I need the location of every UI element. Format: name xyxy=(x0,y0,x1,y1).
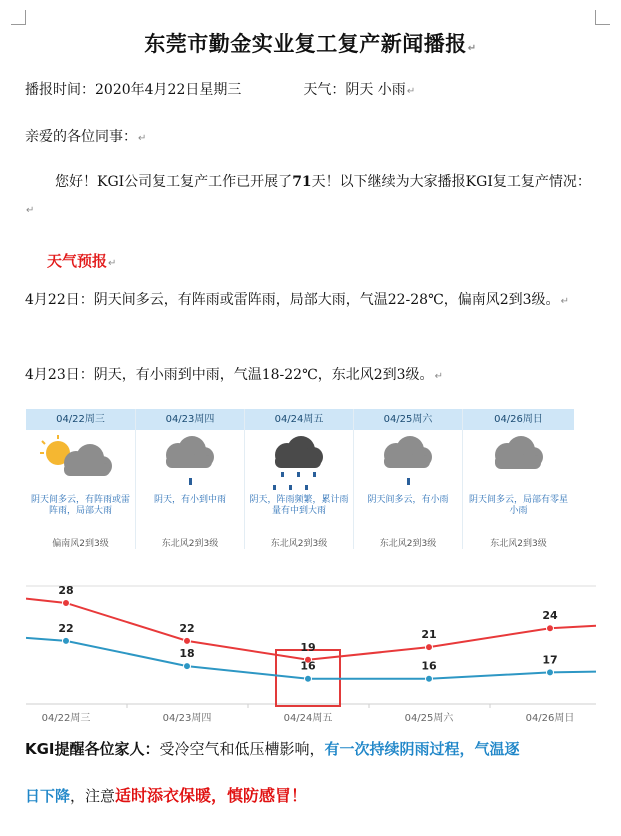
temperature-chart xyxy=(26,584,596,726)
broadcast-time-label: 播报时间： xyxy=(25,82,95,98)
data-point xyxy=(426,644,433,651)
data-point xyxy=(547,669,554,676)
x-tick-label: 04/23周四 xyxy=(162,713,212,724)
data-label: 16 xyxy=(300,659,316,673)
forecast-line-2: 4月23日：阴天，有小雨到中雨，气温18-22℃，东北风2到3级。↵ xyxy=(25,367,443,383)
x-tick-label: 04/22周三 xyxy=(41,713,91,724)
data-point xyxy=(184,663,191,670)
notice-prefix: KGI提醒各位家人： xyxy=(25,740,160,758)
weather-day-label: 04/25周六 xyxy=(354,409,462,430)
data-label: 24 xyxy=(542,609,558,623)
notice-line-2: 日下降，注意适时添衣保暖，慎防感冒！ xyxy=(25,786,308,805)
days-count: 71 xyxy=(292,174,312,190)
weather-forecast-panel xyxy=(26,409,574,549)
weather-description: 阴天，阵雨频繁，累计雨量有中到大雨 xyxy=(249,495,349,516)
weather-description: 阴天间多云，有小雨 xyxy=(367,495,449,505)
greeting: 亲爱的各位同事：↵ xyxy=(25,129,147,145)
x-tick-label: 04/26周日 xyxy=(525,713,575,724)
dark-cloud-rain-icon xyxy=(245,433,354,495)
data-label: 19 xyxy=(300,640,316,654)
weather-day-label: 04/23周四 xyxy=(136,409,244,430)
weather-day-card xyxy=(244,409,353,549)
weather-value: 阴天 小雨 xyxy=(345,82,406,98)
page-title: 东莞市勤金实业复工复产新闻播报↵ xyxy=(144,32,477,56)
cloud-rain-icon xyxy=(354,433,463,495)
data-label: 28 xyxy=(58,584,74,597)
weather-day-card xyxy=(135,409,244,549)
weather-day-card xyxy=(353,409,462,549)
data-point xyxy=(63,599,70,606)
data-label: 17 xyxy=(542,653,558,667)
x-tick-label: 04/24周五 xyxy=(283,713,333,724)
page-corner-mark-top-right xyxy=(595,10,610,25)
data-point xyxy=(63,637,70,644)
weather-description: 阴天间多云，局部有零星小雨 xyxy=(468,495,568,516)
x-tick-label: 04/25周六 xyxy=(404,713,454,724)
weather-day-card xyxy=(26,409,135,549)
notice-line-1: KGI提醒各位家人：受冷空气和低压槽影响，有一次持续阴雨过程，气温逐 xyxy=(25,740,520,758)
data-point xyxy=(426,675,433,682)
weather-day-label: 04/22周三 xyxy=(26,409,135,430)
data-label: 21 xyxy=(421,628,437,642)
weather-day-card xyxy=(462,409,574,549)
weather-wind: 东北风2到3级 xyxy=(379,539,437,549)
broadcast-date: 2020年4月22日星期三 xyxy=(95,82,242,98)
intro-paragraph: 您好！KGI公司复工复产工作已开展了71天！以下继续为大家播报KGI复工复产情况：↵ xyxy=(26,174,591,216)
weather-day-label: 04/26周日 xyxy=(463,409,574,430)
cloud-rain-icon xyxy=(136,433,245,495)
sun-cloud-icon xyxy=(26,433,135,495)
broadcast-line: 播报时间：2020年4月22日星期三 天气：阴天 小雨↵ xyxy=(25,82,416,98)
forecast-line-1: 4月22日：阴天间多云，有阵雨或雷阵雨，局部大雨，气温22-28℃，偏南风2到3级。↵ xyxy=(25,292,569,308)
weather-description: 阴天，有小到中雨 xyxy=(153,495,226,505)
data-label: 18 xyxy=(179,647,195,661)
data-label: 22 xyxy=(179,621,195,635)
page-corner-mark-top-left xyxy=(11,10,26,25)
data-label: 16 xyxy=(421,659,437,673)
data-point xyxy=(305,675,312,682)
data-point xyxy=(547,625,554,632)
weather-description: 阴天间多云，有阵雨或雷阵雨，局部大雨 xyxy=(30,495,130,516)
weather-label: 天气： xyxy=(303,82,346,98)
weather-wind: 东北风2到3级 xyxy=(161,539,219,549)
cloud-icon xyxy=(463,433,572,495)
data-label: 22 xyxy=(58,621,74,635)
data-point xyxy=(184,637,191,644)
weather-wind: 东北风2到3级 xyxy=(490,539,547,549)
forecast-heading: 天气预报↵ xyxy=(47,252,117,270)
weather-wind: 偏南风2到3级 xyxy=(52,539,109,549)
weather-wind: 东北风2到3级 xyxy=(270,539,328,549)
weather-day-label: 04/24周五 xyxy=(245,409,353,430)
notice-warning: 适时添衣保暖，慎防感冒！ xyxy=(115,786,308,805)
